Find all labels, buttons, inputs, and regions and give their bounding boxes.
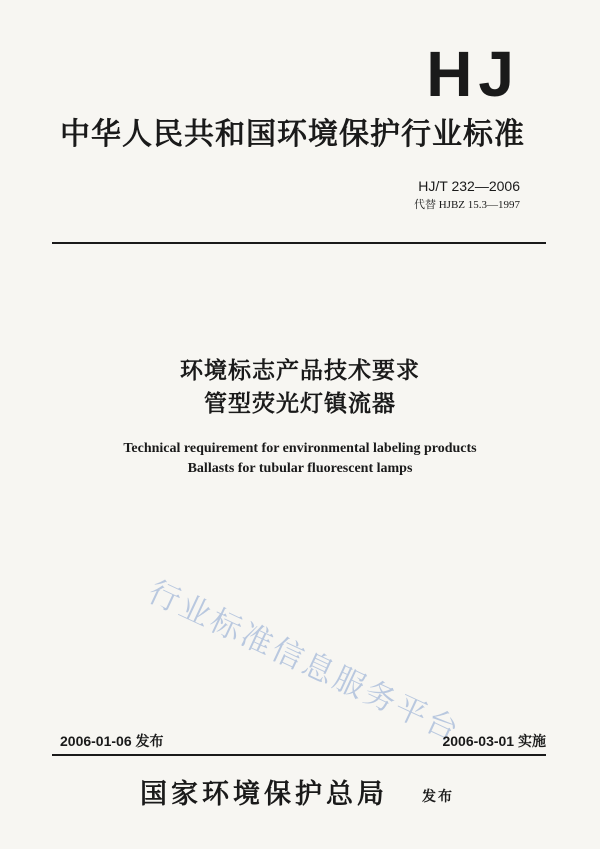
top-divider: [52, 242, 546, 244]
standard-category-title: 中华人民共和国环境保护行业标准: [60, 117, 525, 152]
issue-date: 2006-01-06 发布: [60, 733, 164, 749]
hj-logo: HJ: [426, 38, 520, 110]
publish-label: 发布: [422, 789, 454, 805]
implementation-date: 2006-03-01 实施: [442, 733, 546, 749]
standard-number: HJ/T 232—2006: [418, 178, 520, 194]
document-title-en-line2: Ballasts for tubular fluorescent lamps: [187, 461, 413, 476]
bottom-divider: [52, 754, 546, 756]
document-title-cn-line2: 管型荧光灯镇流器: [204, 391, 396, 417]
publisher: 国家环境保护总局: [140, 779, 388, 810]
watermark: 行业标准信息服务平台: [142, 573, 466, 751]
replaces-standard: 代替 HJBZ 15.3—1997: [413, 199, 520, 211]
document-title-en-line1: Technical requirement for environmental labeling products: [123, 441, 477, 456]
document-title-cn-line1: 环境标志产品技术要求: [180, 358, 420, 384]
